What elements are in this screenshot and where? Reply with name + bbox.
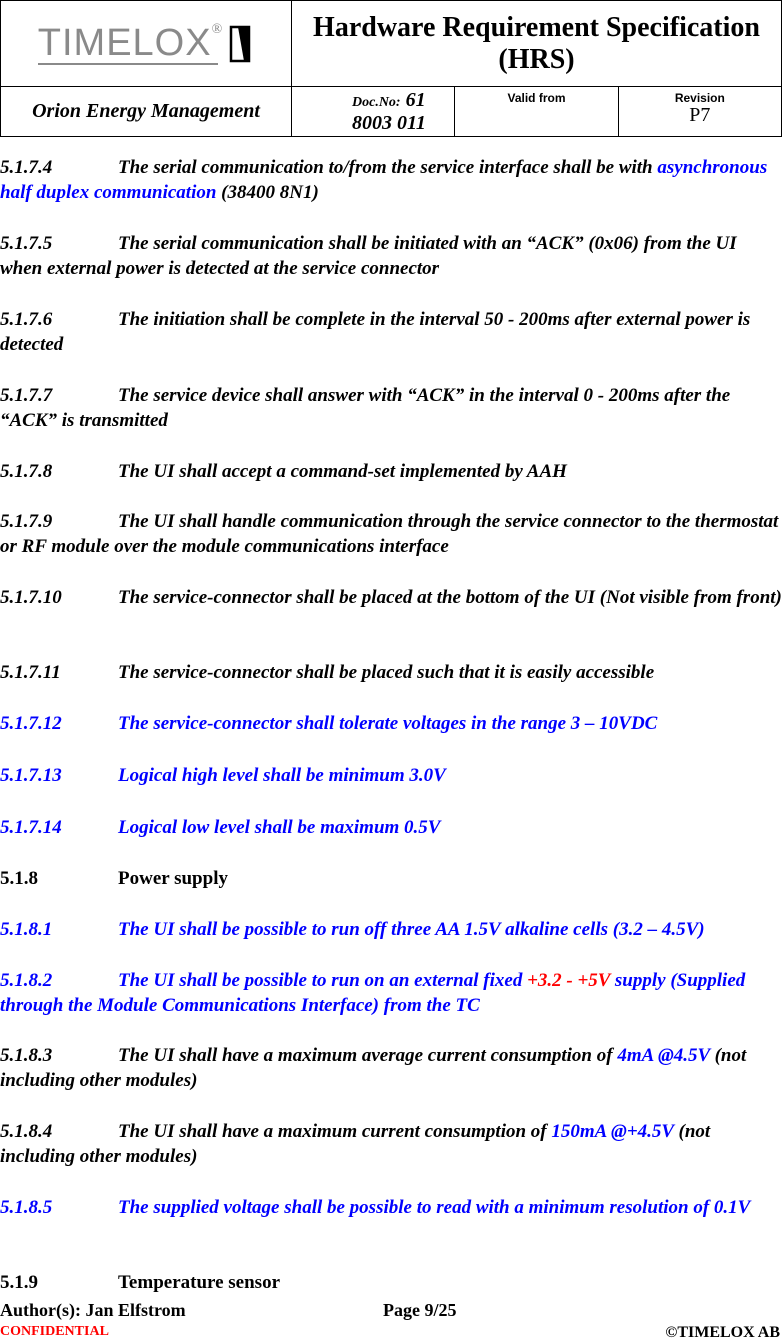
req-text: The supplied voltage shall be possible to read with a minimum resolution of 0.1V	[118, 1197, 751, 1218]
req-number: 5.1.8.5	[0, 1197, 53, 1218]
req-text: The UI shall handle communication through the service connector to the thermostat or RF module over the module communications interface	[0, 511, 779, 557]
footer-author: Author(s): Jan Elfstrom	[0, 1300, 186, 1320]
revision-label: Revision	[674, 91, 725, 105]
section-heading-power-supply	[0, 866, 228, 891]
logo-registered-mark: ®	[211, 22, 223, 37]
valid-from-label: Valid from	[455, 87, 618, 137]
req-text: The UI shall be possible to run on an external fixed	[118, 970, 528, 991]
req-number: 5.1.7.8	[0, 461, 53, 482]
section-heading-temperature-sensor	[0, 1270, 280, 1295]
requirement-5-1-7-8	[0, 459, 782, 484]
req-number: 5.1.8.4	[0, 1121, 53, 1142]
req-number: 5.1.8.3	[0, 1045, 53, 1066]
req-text: The UI shall have a maximum current consumption of	[118, 1121, 552, 1142]
req-number: 5.1.8.1	[0, 919, 53, 940]
docno-value: 61 8003 011	[352, 88, 426, 134]
req-text: The serial communication shall be initiated with an “ACK” (0x06) from the UI when external power is detected at the service connector	[0, 233, 737, 279]
requirement-5-1-8-3	[0, 1043, 782, 1093]
footer-page-number: Page 9/25	[383, 1300, 457, 1320]
section-title: Power supply	[118, 868, 228, 889]
req-text: The initiation shall be complete in the interval 50 - 200ms after external power is detected	[0, 309, 751, 355]
docno-label: Doc.No:	[352, 94, 401, 110]
requirement-5-1-8-4	[0, 1119, 782, 1169]
req-text-highlight: 150mA @+4.5V	[551, 1121, 674, 1142]
requirement-5-1-7-12	[0, 711, 782, 736]
req-text: supply (Supplied through the Module Communications Interface) from the TC	[0, 970, 746, 1016]
req-text: (not including other modules)	[0, 1121, 711, 1167]
section-number: 5.1.8	[0, 868, 38, 889]
confidential-label: CONFIDENTIAL	[0, 1324, 109, 1339]
req-number: 5.1.7.5	[0, 233, 53, 254]
requirement-5-1-7-7	[0, 383, 782, 433]
requirement-5-1-7-4	[0, 155, 782, 205]
requirement-5-1-7-14	[0, 815, 782, 840]
req-text: The service-connector shall tolerate voltages in the range 3 – 10VDC	[118, 713, 658, 734]
req-number: 5.1.7.4	[0, 157, 53, 178]
req-text: (38400 8N1)	[216, 182, 319, 203]
req-text: The service-connector shall be placed at the bottom of the UI (Not visible from front)	[118, 587, 782, 608]
requirement-5-1-7-9	[0, 509, 782, 559]
requirement-5-1-7-5	[0, 231, 782, 281]
req-text: The serial communication to/from the service interface shall be with	[118, 157, 658, 178]
req-number: 5.1.7.10	[0, 587, 62, 608]
req-text: The service-connector shall be placed such that it is easily accessible	[118, 662, 655, 683]
document-title: Hardware Requirement Specification (HRS)	[292, 1, 782, 87]
req-text-highlight: asynchronous half duplex communication	[0, 157, 768, 203]
req-text: Logical low level shall be maximum 0.5V	[118, 817, 441, 838]
req-number: 5.1.7.12	[0, 713, 62, 734]
req-text-highlight: 4mA @4.5V	[617, 1045, 710, 1066]
requirement-5-1-7-11	[0, 660, 782, 685]
req-number: 5.1.7.14	[0, 817, 62, 838]
footer-confidential-line	[0, 1324, 784, 1341]
requirement-5-1-8-5	[0, 1195, 782, 1220]
requirement-5-1-8-2	[0, 968, 782, 1018]
req-text: The service device shall answer with “ACK” in the interval 0 - 200ms after the “ACK” is transmitted	[0, 385, 731, 431]
req-text-highlight: +3.2 - +5V	[527, 970, 611, 991]
req-number: 5.1.7.9	[0, 511, 53, 532]
req-number: 5.1.8.2	[0, 970, 53, 991]
section-number: 5.1.9	[0, 1272, 38, 1293]
timelox-logo	[38, 22, 254, 65]
req-text: The UI shall have a maximum average current consumption of	[118, 1045, 618, 1066]
document-number	[292, 87, 455, 137]
req-number: 5.1.7.6	[0, 309, 53, 330]
req-text: Logical high level shall be minimum 3.0V	[118, 765, 446, 786]
revision-cell	[618, 87, 781, 137]
revision-value: P7	[689, 104, 711, 126]
req-number: 5.1.7.13	[0, 765, 62, 786]
req-number: 5.1.7.11	[0, 662, 61, 683]
req-text: (not including other modules)	[0, 1045, 747, 1091]
logo-text: TIMELOX	[37, 22, 212, 64]
requirement-5-1-7-13	[0, 763, 782, 788]
organization-name: Orion Energy Management	[1, 87, 292, 137]
requirement-5-1-7-6	[0, 307, 782, 357]
req-text: The UI shall accept a command-set implemented by AAH	[118, 461, 567, 482]
door-icon	[228, 24, 254, 64]
logo-cell	[1, 1, 292, 87]
section-title: Temperature sensor	[118, 1272, 281, 1293]
document-header	[0, 0, 782, 137]
req-number: 5.1.7.7	[0, 385, 53, 406]
requirement-5-1-7-10	[0, 585, 782, 610]
req-text: The UI shall be possible to run off three AA 1.5V alkaline cells (3.2 – 4.5V)	[118, 919, 705, 940]
copyright-notice: ©TIMELOX AB	[665, 1324, 780, 1341]
requirement-5-1-8-1	[0, 917, 782, 942]
